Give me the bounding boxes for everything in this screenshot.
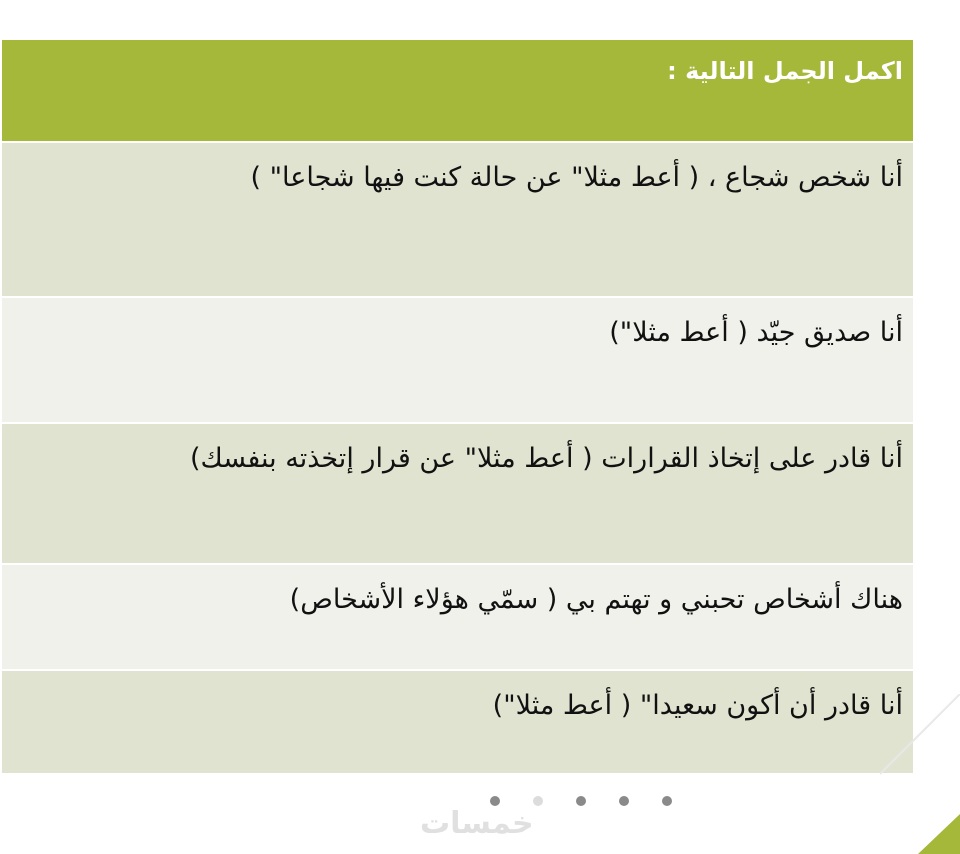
row-text: أنا قادر أن أكون سعيدا" ( أعط مثلا") <box>492 690 903 721</box>
row-text: أنا شخص شجاع ، ( أعط مثلا" عن حالة كنت فيها شجاعا" ) <box>250 162 903 193</box>
page-dot-active[interactable] <box>533 796 543 806</box>
sentence-table <box>2 40 913 775</box>
row-text: هناك أشخاص تحبني و تهتم بي ( سمّي هؤلاء الأشخاص) <box>289 584 903 615</box>
pagination-dots <box>490 796 705 806</box>
row-text: أنا صديق جيّد ( أعط مثلا") <box>609 317 903 348</box>
page-dot[interactable] <box>662 796 672 806</box>
corner-decoration <box>880 694 960 854</box>
watermark: خمسات <box>420 806 534 841</box>
table-row <box>2 671 913 775</box>
row-text: أنا قادر على إتخاذ القرارات ( أعط مثلا" عن قرار إتخذته بنفسك) <box>189 443 903 474</box>
table-row <box>2 298 913 424</box>
table-row <box>2 565 913 671</box>
page-dot[interactable] <box>576 796 586 806</box>
header-title: اكمل الجمل التالية : <box>667 57 903 85</box>
page-dot[interactable] <box>619 796 629 806</box>
table-row <box>2 424 913 565</box>
table-header <box>2 40 913 143</box>
page-dot[interactable] <box>490 796 500 806</box>
table-row <box>2 143 913 298</box>
